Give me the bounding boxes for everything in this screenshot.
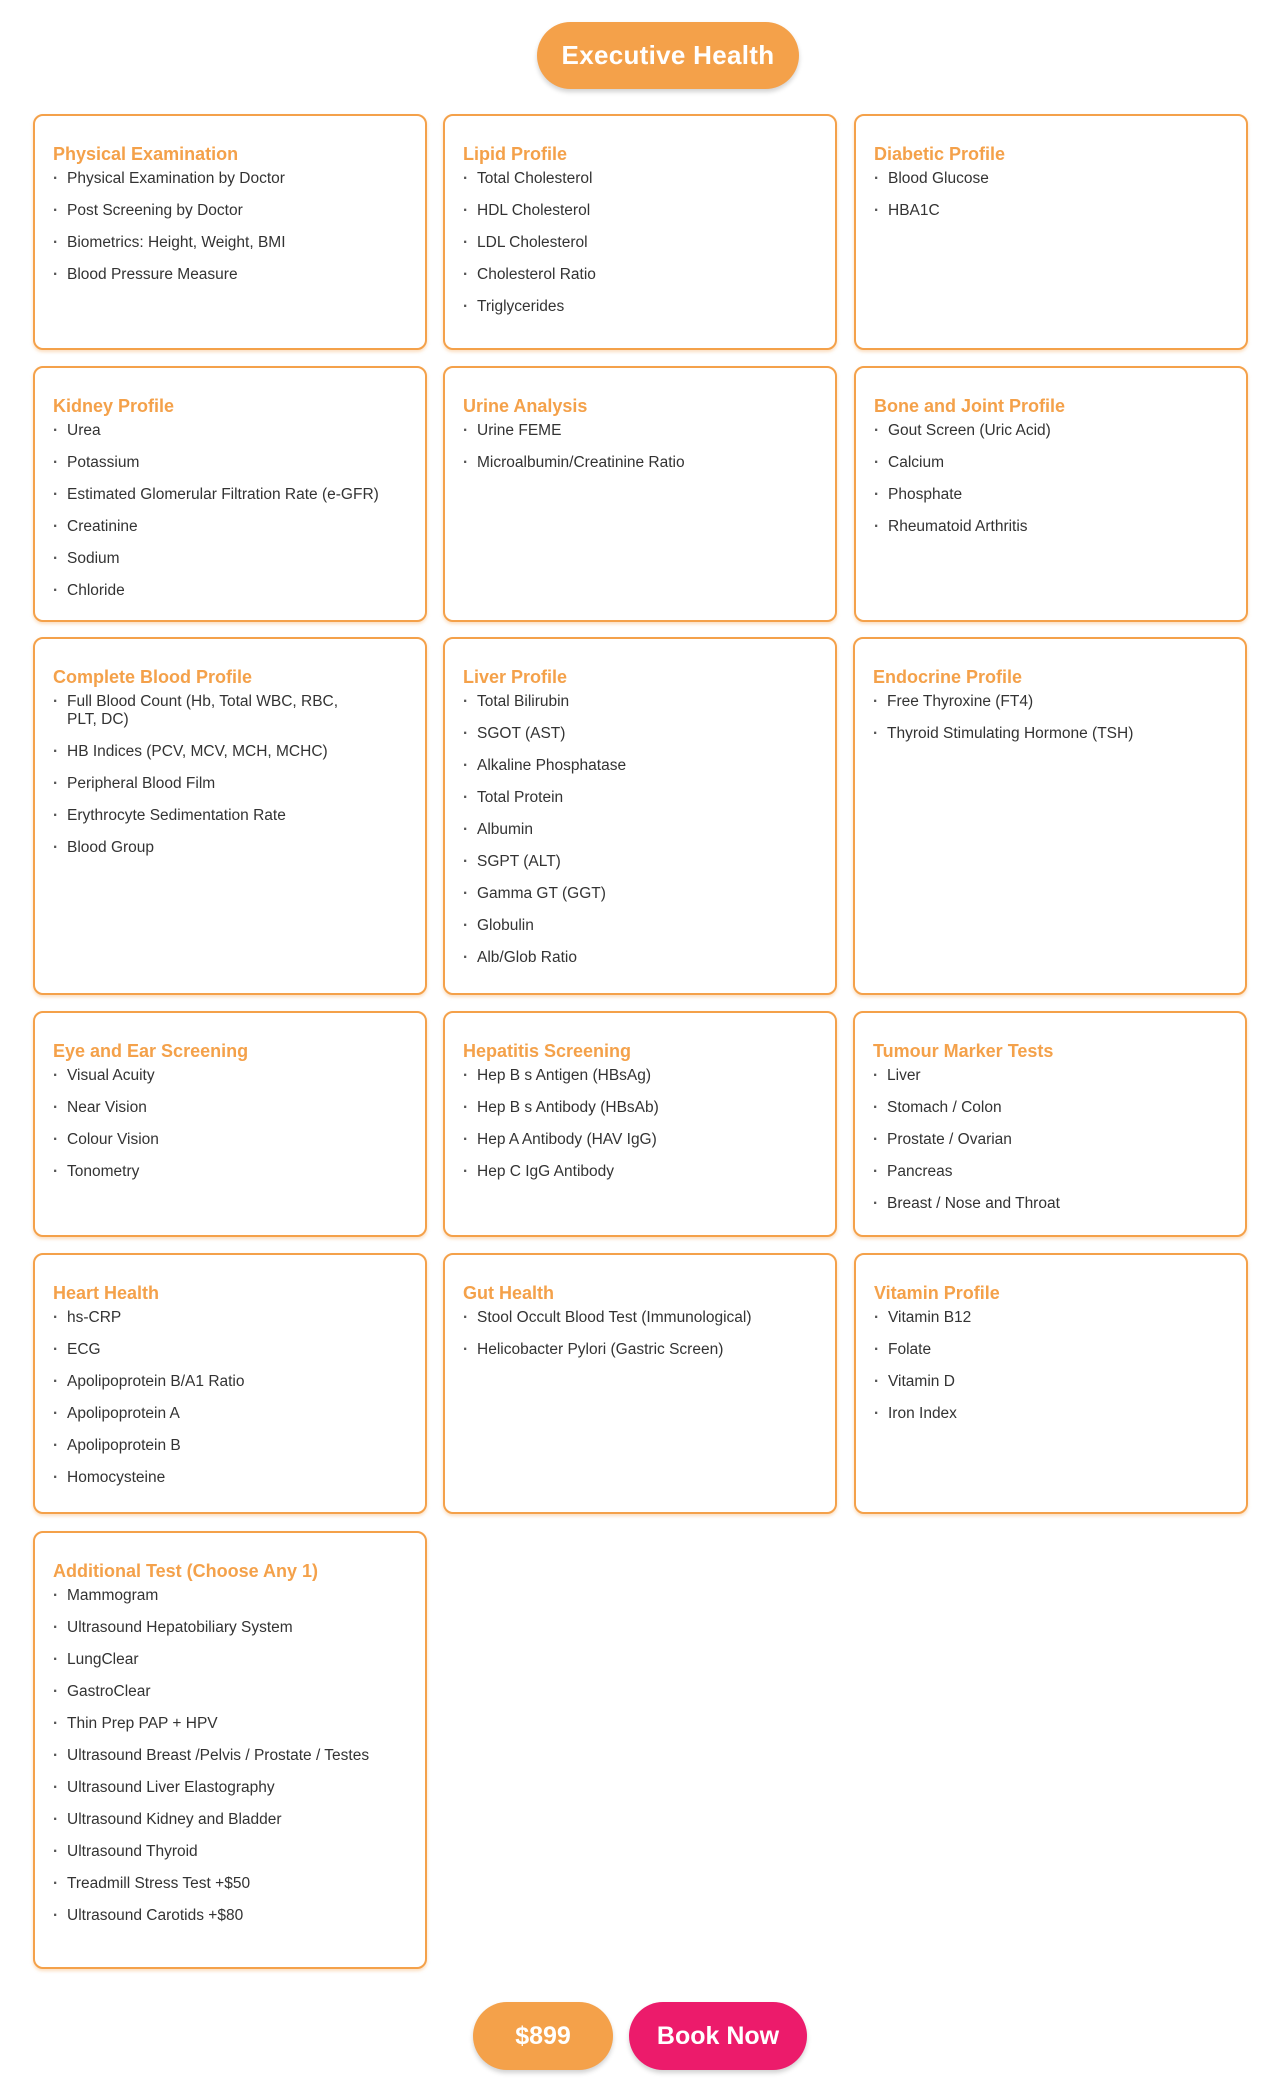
list-item: · Physical Examination by Doctor xyxy=(53,170,407,188)
list-item: · Total Cholesterol xyxy=(463,170,817,188)
page-title-badge xyxy=(537,22,799,89)
list-item: · Thin Prep PAP + HPV xyxy=(53,1715,407,1733)
card-title: Gut Health xyxy=(463,1283,555,1303)
price-label: $899 xyxy=(515,2021,571,2050)
card-title: Diabetic Profile xyxy=(874,144,1006,164)
list-item: · Urea xyxy=(53,422,407,440)
test-list xyxy=(874,422,1228,536)
list-item: · Ultrasound Breast /Pelvis / Prostate / Testes xyxy=(53,1747,407,1765)
test-list xyxy=(53,1587,407,1925)
list-item: · Apolipoprotein A xyxy=(53,1405,407,1423)
test-list xyxy=(873,693,1227,743)
list-item: · Alb/Glob Ratio xyxy=(463,949,817,967)
card-hepatitis-screening xyxy=(443,1011,837,1237)
list-item: · Visual Acuity xyxy=(53,1067,407,1085)
list-item: · Hep B s Antibody (HBsAb) xyxy=(463,1099,817,1117)
list-item: · Potassium xyxy=(53,454,407,472)
list-item: · Ultrasound Hepatobiliary System xyxy=(53,1619,407,1637)
list-item: · Albumin xyxy=(463,821,817,839)
test-list xyxy=(873,1067,1227,1213)
list-item: · ECG xyxy=(53,1341,407,1359)
book-now-label: Book Now xyxy=(656,2021,780,2050)
list-item: · Total Protein xyxy=(463,789,817,807)
card-title: Complete Blood Profile xyxy=(53,667,253,687)
list-item: · Blood Group xyxy=(53,839,407,857)
card-title: Endocrine Profile xyxy=(873,667,1023,687)
test-list xyxy=(463,422,817,472)
test-list xyxy=(874,1309,1228,1423)
list-item: · Pancreas xyxy=(873,1163,1227,1181)
list-item: · Sodium xyxy=(53,550,407,568)
list-item: · Phosphate xyxy=(874,486,1228,504)
list-item: · Iron Index xyxy=(874,1405,1228,1423)
list-item: · Stool Occult Blood Test (Immunological) xyxy=(463,1309,817,1327)
list-item: · Estimated Glomerular Filtration Rate (e-GFR) xyxy=(53,486,407,504)
test-list xyxy=(463,1067,817,1181)
list-item: · Colour Vision xyxy=(53,1131,407,1149)
list-item: · HDL Cholesterol xyxy=(463,202,817,220)
card-title: Heart Health xyxy=(53,1283,160,1303)
list-item: · Alkaline Phosphatase xyxy=(463,757,817,775)
card-urine-analysis xyxy=(443,366,837,622)
card-title: Hepatitis Screening xyxy=(463,1041,632,1061)
card-title: Lipid Profile xyxy=(463,144,568,164)
card-tumour-marker-tests xyxy=(853,1011,1247,1237)
list-item: · Creatinine xyxy=(53,518,407,536)
card-title: Vitamin Profile xyxy=(874,1283,1000,1303)
card-physical-examination xyxy=(33,114,427,350)
card-title: Additional Test (Choose Any 1) xyxy=(53,1561,319,1581)
list-item: · Stomach / Colon xyxy=(873,1099,1227,1117)
list-item: · Mammogram xyxy=(53,1587,407,1605)
list-item: · Globulin xyxy=(463,917,817,935)
list-item: · Treadmill Stress Test +$50 xyxy=(53,1875,407,1893)
list-item: · Blood Pressure Measure xyxy=(53,266,407,284)
list-item: · Blood Glucose xyxy=(874,170,1228,188)
card-endocrine-profile xyxy=(853,637,1247,995)
list-item: · Ultrasound Thyroid xyxy=(53,1843,407,1861)
card-additional-test xyxy=(33,1531,427,1969)
list-item: · Chloride xyxy=(53,582,407,600)
test-list xyxy=(53,422,407,600)
test-list xyxy=(53,1309,407,1487)
test-list xyxy=(53,170,407,284)
price-badge xyxy=(473,2002,613,2070)
list-item: · hs-CRP xyxy=(53,1309,407,1327)
card-title: Tumour Marker Tests xyxy=(873,1041,1054,1061)
list-item: · Apolipoprotein B xyxy=(53,1437,407,1455)
card-eye-ear-screening xyxy=(33,1011,427,1237)
list-item: · Hep B s Antigen (HBsAg) xyxy=(463,1067,817,1085)
card-lipid-profile xyxy=(443,114,837,350)
list-item: · HBA1C xyxy=(874,202,1228,220)
list-item: · Breast / Nose and Throat xyxy=(873,1195,1227,1213)
card-title: Liver Profile xyxy=(463,667,568,687)
test-list xyxy=(463,170,817,316)
list-item: · Full Blood Count (Hb, Total WBC, RBC, PLT, DC) xyxy=(53,693,407,729)
card-title: Physical Examination xyxy=(53,144,239,164)
card-vitamin-profile xyxy=(854,1253,1248,1514)
list-item: · Folate xyxy=(874,1341,1228,1359)
list-item: · HB Indices (PCV, MCV, MCH, MCHC) xyxy=(53,743,407,761)
test-list xyxy=(53,1067,407,1181)
list-item: · LungClear xyxy=(53,1651,407,1669)
list-item: · Post Screening by Doctor xyxy=(53,202,407,220)
list-item: · Total Bilirubin xyxy=(463,693,817,711)
card-title: Urine Analysis xyxy=(463,396,588,416)
list-item: · Gamma GT (GGT) xyxy=(463,885,817,903)
list-item: · Microalbumin/Creatinine Ratio xyxy=(463,454,817,472)
card-complete-blood-profile xyxy=(33,637,427,995)
list-item: · Ultrasound Carotids +$80 xyxy=(53,1907,407,1925)
list-item: · Calcium xyxy=(874,454,1228,472)
card-title: Kidney Profile xyxy=(53,396,175,416)
page-title: Executive Health xyxy=(561,40,775,70)
card-bone-joint-profile xyxy=(854,366,1248,622)
card-liver-profile xyxy=(443,637,837,995)
list-item: · Vitamin D xyxy=(874,1373,1228,1391)
list-item: · Ultrasound Liver Elastography xyxy=(53,1779,407,1797)
list-item: · Hep C IgG Antibody xyxy=(463,1163,817,1181)
list-item: · Erythrocyte Sedimentation Rate xyxy=(53,807,407,825)
list-item: · Urine FEME xyxy=(463,422,817,440)
test-list xyxy=(463,693,817,967)
list-item: · SGOT (AST) xyxy=(463,725,817,743)
list-item: · SGPT (ALT) xyxy=(463,853,817,871)
test-list xyxy=(874,170,1228,220)
list-item: · Vitamin B12 xyxy=(874,1309,1228,1327)
card-heart-health xyxy=(33,1253,427,1514)
test-list xyxy=(463,1309,817,1359)
list-item: · Cholesterol Ratio xyxy=(463,266,817,284)
list-item: · Biometrics: Height, Weight, BMI xyxy=(53,234,407,252)
card-kidney-profile xyxy=(33,366,427,622)
list-item: · Liver xyxy=(873,1067,1227,1085)
list-item: · Helicobacter Pylori (Gastric Screen) xyxy=(463,1341,817,1359)
list-item: · Free Thyroxine (FT4) xyxy=(873,693,1227,711)
card-title: Bone and Joint Profile xyxy=(874,396,1066,416)
card-title: Eye and Ear Screening xyxy=(53,1041,249,1061)
list-item: · Homocysteine xyxy=(53,1469,407,1487)
list-item: · Near Vision xyxy=(53,1099,407,1117)
list-item: · GastroClear xyxy=(53,1683,407,1701)
test-list xyxy=(53,693,407,857)
list-item: · Thyroid Stimulating Hormone (TSH) xyxy=(873,725,1227,743)
list-item: · Hep A Antibody (HAV IgG) xyxy=(463,1131,817,1149)
list-item: · Prostate / Ovarian xyxy=(873,1131,1227,1149)
card-diabetic-profile xyxy=(854,114,1248,350)
card-gut-health xyxy=(443,1253,837,1514)
list-item: · Apolipoprotein B/A1 Ratio xyxy=(53,1373,407,1391)
list-item: · Triglycerides xyxy=(463,298,817,316)
list-item: · Rheumatoid Arthritis xyxy=(874,518,1228,536)
list-item: · Peripheral Blood Film xyxy=(53,775,407,793)
list-item: · Gout Screen (Uric Acid) xyxy=(874,422,1228,440)
list-item: · Tonometry xyxy=(53,1163,407,1181)
list-item: · Ultrasound Kidney and Bladder xyxy=(53,1811,407,1829)
book-now-button[interactable] xyxy=(629,2002,807,2070)
list-item: · LDL Cholesterol xyxy=(463,234,817,252)
